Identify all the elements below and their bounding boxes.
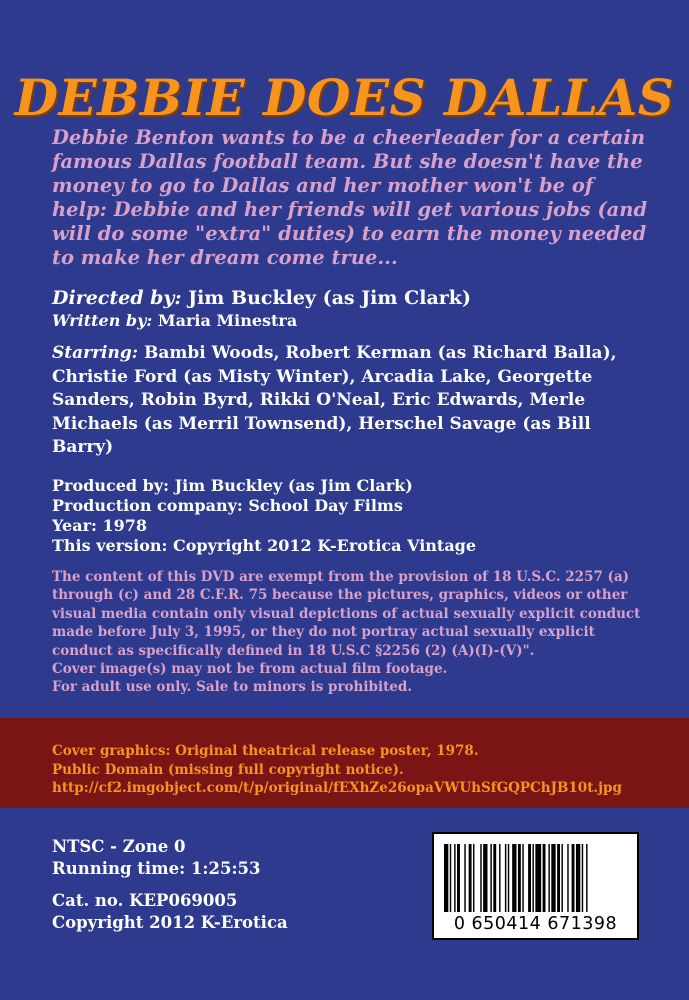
copyright-line: Copyright 2012 K-Erotica	[52, 913, 288, 932]
producer-line: Produced by: Jim Buckley (as Jim Clark)	[52, 476, 413, 495]
running-time-line: Running time: 1:25:53	[52, 859, 261, 878]
year-line: Year: 1978	[52, 516, 148, 535]
cover-title: DEBBIE DOES DALLAS	[14, 68, 675, 127]
cover-credit-line-1: Cover graphics: Original theatrical release poster, 1978.	[52, 743, 479, 759]
cover-credit-line-2: Public Domain (missing full copyright notice).	[52, 761, 404, 778]
barcode-bar	[454, 844, 455, 912]
barcode-bar	[561, 844, 562, 912]
cover-credit-text	[52, 742, 672, 798]
barcode-bar	[543, 844, 546, 912]
barcode-bar	[483, 844, 487, 912]
legal-notice	[52, 568, 652, 697]
writer-label: Written by:	[52, 311, 153, 330]
barcode-bar	[505, 844, 506, 912]
barcode-bar	[522, 844, 523, 912]
cast-credit	[52, 342, 652, 460]
writer-credit	[52, 310, 652, 332]
barcode-bars	[444, 844, 627, 912]
cast-label: Starring:	[52, 343, 139, 363]
barcode-bar	[557, 844, 560, 912]
disc-specs	[52, 836, 288, 934]
barcode-bar	[499, 844, 500, 912]
cover-image-note: Cover image(s) may not be from actual film footage.	[52, 661, 448, 678]
barcode-bar	[576, 844, 580, 912]
barcode-bar	[512, 844, 516, 912]
barcode-bar	[473, 844, 474, 912]
barcode-bar	[450, 844, 451, 912]
barcode-bar	[586, 844, 587, 912]
format-line: NTSC - Zone 0	[52, 837, 186, 856]
barcode-bar	[528, 844, 531, 912]
barcode-bar	[508, 844, 509, 912]
version-line: This version: Copyright 2012 K-Erotica Vintage	[52, 536, 477, 555]
barcode-bar	[532, 844, 533, 912]
barcode-bar	[548, 844, 549, 912]
company-line: Production company: School Day Films	[52, 496, 403, 515]
catalog-line: Cat. no. KEP069005	[52, 891, 238, 910]
spacer	[52, 880, 288, 890]
synopsis: Debbie Benton wants to be a cheerleader for a certain famous Dallas football team. But she doesn't have the money to go to Dallas and her mother won't be of help: Debbie and her friends will get various jobs (and will do some "extra" duties) to earn the money needed to make her dream come true...	[52, 126, 648, 269]
barcode-bar	[493, 844, 496, 912]
cover-credit-url: http://cf2.imgobject.com/t/p/original/fEXhZe26opaVWUhSfGQPChJB10t.jpg	[52, 780, 622, 796]
barcode-number: 0 650414 671398	[453, 914, 618, 934]
cast-list: Bambi Woods, Robert Kerman (as Richard Balla), Christie Ford (as Misty Winter), Arcadia Lake, Georgette Sanders, Robin Byrd, Rikki O'Neal, Eric Edwards, Merle Michaels (as Merril Townsend), Herschel Savage (as Bill Barry)	[52, 343, 617, 457]
barcode-bar	[490, 844, 491, 912]
exemption-text: The content of this DVD are exempt from the provision of 18 U.S.C. 2257 (a) through (c) and 28 C.F.R. 75 because the pictures, graphics, videos or other visual media contain only visual depictions of actual sexually explicit conduct made before July 3, 1995, or they do not portray actual sexually explicit conduct as specifically defined in 18 U.S.C §2256 (2) (A)(I)-(V)".	[52, 569, 641, 659]
director-name: Jim Buckley (as Jim Clark)	[181, 287, 471, 309]
writer-name: Maria Minestra	[152, 311, 298, 330]
barcode-bar	[469, 844, 472, 912]
production-info	[52, 476, 652, 556]
barcode-bar	[551, 844, 555, 912]
barcode-bar	[464, 844, 465, 912]
barcode	[432, 832, 639, 940]
barcode-bar	[582, 844, 583, 912]
barcode-bar	[567, 844, 568, 912]
barcode-bar	[480, 844, 481, 912]
barcode-bar	[518, 844, 521, 912]
barcode-bar	[535, 844, 541, 912]
adult-warning: For adult use only. Sale to minors is prohibited.	[52, 679, 413, 696]
barcode-bar	[444, 844, 448, 912]
director-credit	[52, 286, 652, 310]
barcode-bar	[457, 844, 460, 912]
barcode-bar	[572, 844, 575, 912]
director-label: Directed by:	[52, 287, 182, 309]
